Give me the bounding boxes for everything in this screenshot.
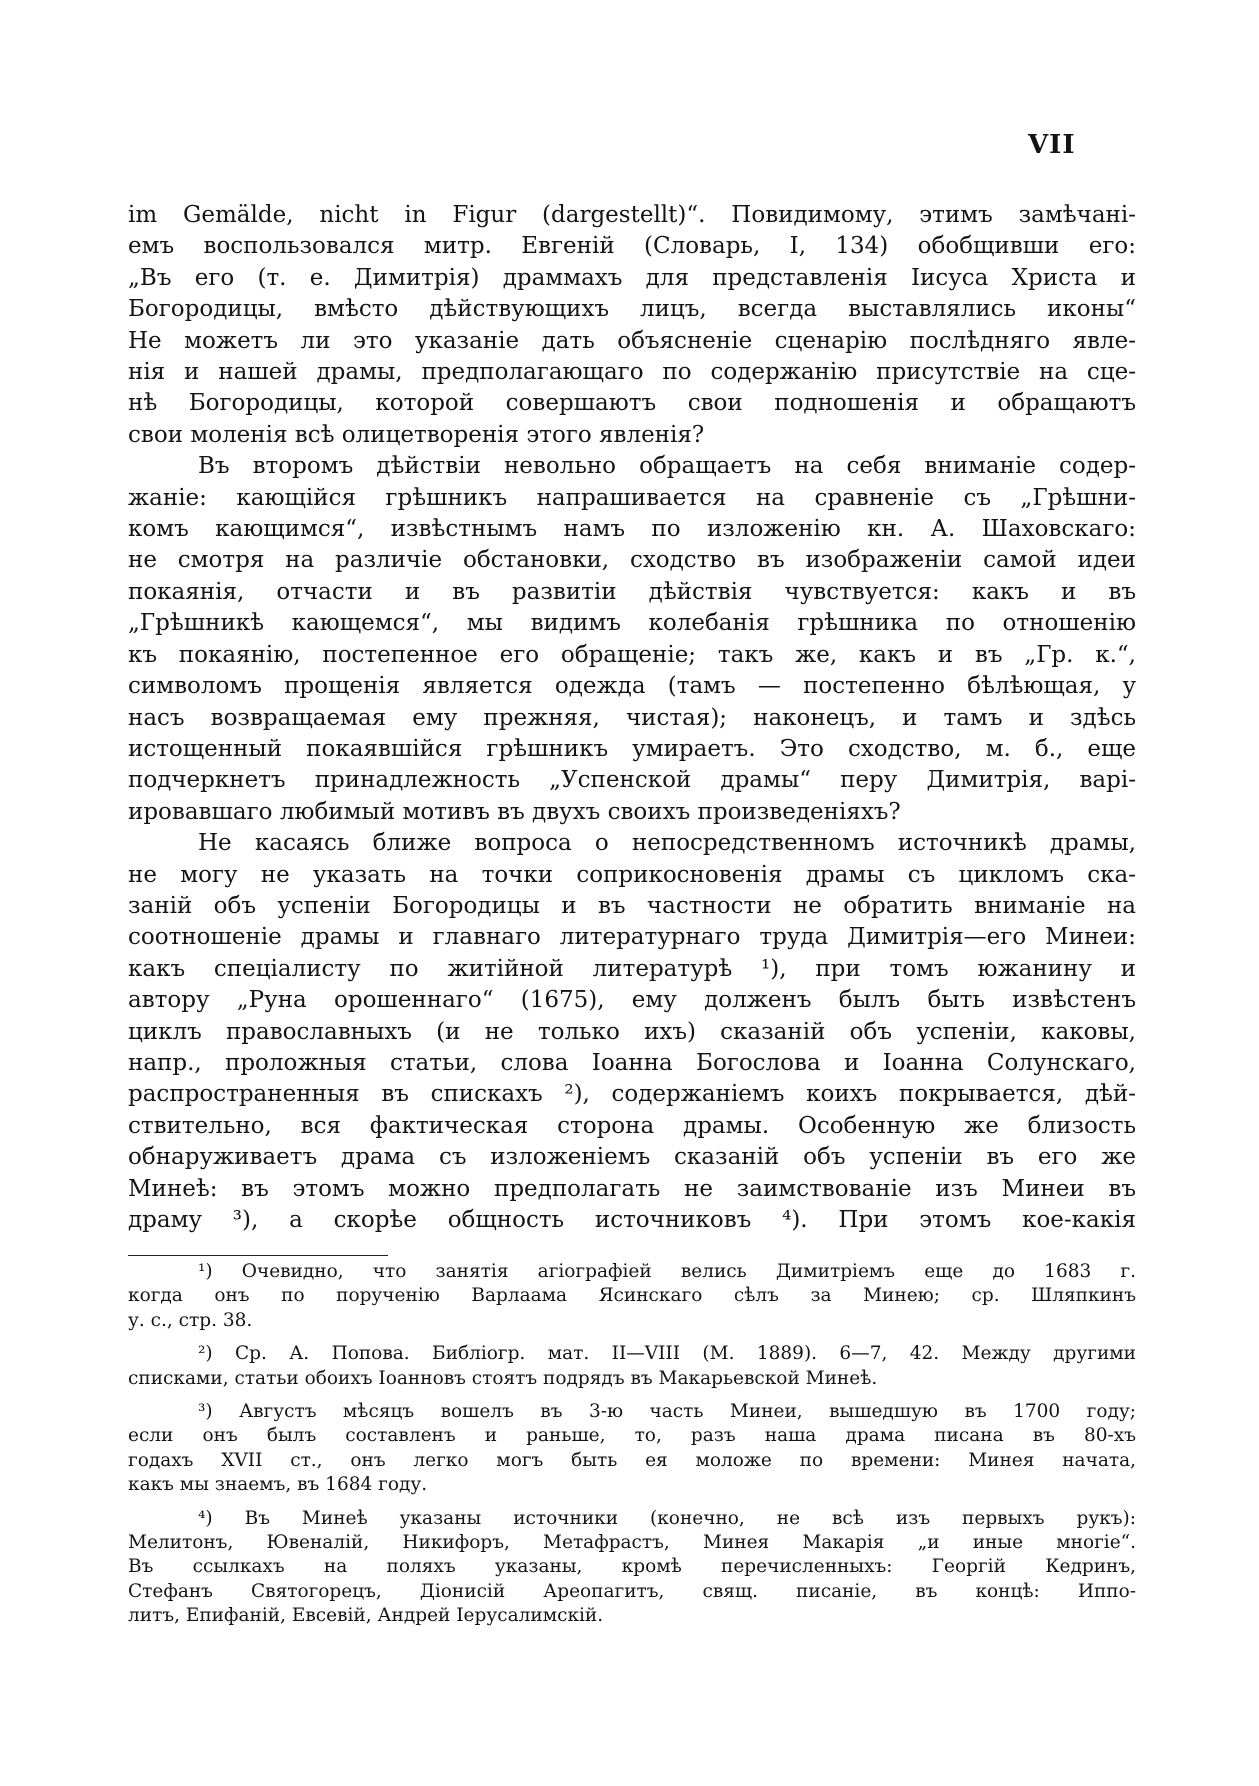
- footnote-2: [128, 1342, 1136, 1391]
- footnote-4: [128, 1507, 1136, 1629]
- footnote-line: у. с., стр. 38.: [128, 1309, 253, 1331]
- text-line: подчеркнетъ принадлежность „Успенской драмы“ перу Димитрія, варі-: [128, 767, 1136, 794]
- footnote-line: когда онъ по порученію Варлаама Ясинскаго сѣлъ за Минею; ср. Шляпкинъ: [128, 1285, 1136, 1307]
- text-line: не могу не указать на точки соприкосновенія драмы съ цикломъ ска-: [128, 861, 1136, 888]
- page-number: VII: [1028, 130, 1076, 160]
- text-line: жаніе: кающійся грѣшникъ напрашивается на сравненіе съ „Грѣшни-: [128, 484, 1136, 511]
- text-line: циклъ православныхъ (и не только ихъ) сказаній объ успеніи, каковы,: [128, 1018, 1136, 1045]
- footnote-1: [128, 1260, 1136, 1333]
- footnote-line: если онъ былъ составленъ и раньше, то, разъ наша драма писана въ 80-хъ: [128, 1425, 1136, 1447]
- footnote-line: литъ, Епифаній, Евсевій, Андрей Іерусалимскій.: [128, 1605, 604, 1627]
- footnote-separator: [128, 1255, 388, 1256]
- text-line: драму ³), а скорѣе общность источниковъ ⁴). При этомъ кое-какія: [128, 1207, 1136, 1233]
- footnote-line: какъ мы знаемъ, въ 1684 году.: [128, 1474, 428, 1496]
- footnote-line: ³) Августъ мѣсяцъ вошелъ въ 3-ю часть Минеи, вышедшую въ 1700 году;: [198, 1401, 1136, 1423]
- text-line: Не можетъ ли это указаніе дать объясненіе сценарію послѣдняго явле-: [128, 327, 1136, 354]
- text-line: нія и нашей драмы, предполагающаго по содержанію присутствіе на сце-: [128, 359, 1136, 386]
- text-line: емъ воспользовался митр. Евгеній (Словарь, I, 134) обобщивши его:: [128, 233, 1136, 260]
- footnote-line: ²) Ср. А. Попова. Библіогр. мат. II—VIII (М. 1889). 6—7, 42. Между другими: [198, 1343, 1136, 1365]
- text-line: насъ возвращаемая ему прежняя, чистая); наконецъ, и тамъ и здѣсь: [128, 704, 1136, 731]
- text-line: символомъ прощенія является одежда (тамъ — постепенно бѣлѣющая, у: [128, 673, 1136, 700]
- text-line: не смотря на различіе обстановки, сходство въ изображеніи самой идеи: [128, 547, 1136, 574]
- footnote-3: [128, 1400, 1136, 1498]
- text-line: распространенныя въ спискахъ ²), содержаніемъ коихъ покрывается, дѣй-: [128, 1081, 1136, 1108]
- text-line: напр., проложныя статьи, слова Іоанна Богослова и Іоанна Солунскаго,: [128, 1049, 1136, 1076]
- text-line: Не касаясь ближе вопроса о непосредственномъ источникѣ драмы,: [198, 830, 1136, 857]
- text-line: истощенный покаявшійся грѣшникъ умираетъ. Это сходство, м. б., еще: [128, 735, 1136, 762]
- text-line: автору „Руна орошеннаго“ (1675), ему долженъ былъ быть извѣстенъ: [128, 987, 1136, 1014]
- footnote-line: Мелитонъ, Ювеналій, Никифоръ, Метафрастъ, Минея Макарія „и иные многіе“.: [128, 1532, 1136, 1554]
- text-line: Минеѣ: въ этомъ можно предполагать не заимствованіе изъ Минеи въ: [128, 1175, 1136, 1202]
- text-line: Въ второмъ дѣйствіи невольно обращаетъ на себя вниманіе содер-: [198, 453, 1136, 480]
- text-line: ствительно, вся фактическая сторона драмы. Особенную же близость: [128, 1112, 1136, 1139]
- footnotes: [128, 1260, 1136, 1629]
- text-line: нѣ Богородицы, которой совершаютъ свои подношенія и обращаютъ: [128, 390, 1136, 417]
- footnote-line: Стефанъ Святогорецъ, Діонисій Ареопагитъ, свящ. писаніе, въ концѣ: Иппо-: [128, 1580, 1136, 1602]
- footnote-line: списками, статьи обоихъ Іоанновъ стоятъ подрядъ въ Макарьевской Минеѣ.: [128, 1367, 878, 1389]
- text-line: соотношеніе драмы и главнаго литературнаго труда Димитрія—его Минеи:: [128, 924, 1136, 951]
- text-line: свои моленія всѣ олицетворенія этого явленія?: [128, 421, 705, 448]
- footnote-line: ¹) Очевидно, что занятія агіографіей велись Димитріемъ еще до 1683 г.: [198, 1261, 1136, 1282]
- footnote-line: ⁴) Въ Минеѣ указаны источники (конечно, не всѣ изъ первыхъ рукъ):: [198, 1507, 1136, 1529]
- text-line: покаянія, отчасти и въ развитіи дѣйствія чувствуется: какъ и въ: [128, 578, 1136, 605]
- text-line: im Gemälde, nicht in Figur (dargestellt)“. Повидимому, этимъ замѣчані-: [128, 202, 1136, 228]
- text-line: къ покаянію, постепенное его обращеніе; такъ же, какъ и въ „Гр. к.“,: [128, 641, 1136, 668]
- text-line: обнаруживаетъ драма съ изложеніемъ сказаній объ успеніи въ его же: [128, 1144, 1136, 1171]
- text-line: заній объ успеніи Богородицы и въ частности не обратить вниманіе на: [128, 892, 1136, 919]
- text-line: комъ кающимся“, извѣстнымъ намъ по изложенію кн. А. Шаховскаго:: [128, 516, 1136, 543]
- text-line: „Грѣшникѣ кающемся“, мы видимъ колебанія грѣшника по отношенію: [128, 610, 1136, 637]
- text-line: какъ спеціалисту по житійной литературѣ ¹), при томъ южанину и: [128, 955, 1136, 982]
- text-line: „Въ его (т. е. Димитрія) драммахъ для представленія Іисуса Христа и: [128, 264, 1136, 291]
- main-text: [128, 200, 1136, 1236]
- text-line: ировавшаго любимый мотивъ въ двухъ своихъ произведеніяхъ?: [128, 798, 901, 825]
- footnote-line: годахъ XVII ст., онъ легко могъ быть ея моложе по времени: Минея начата,: [128, 1449, 1136, 1471]
- text-line: Богородицы, вмѣсто дѣйствующихъ лицъ, всегда выставлялись иконы“: [128, 296, 1136, 323]
- footnote-line: Въ ссылкахъ на поляхъ указаны, кромѣ перечисленныхъ: Георгій Кедринъ,: [128, 1556, 1136, 1578]
